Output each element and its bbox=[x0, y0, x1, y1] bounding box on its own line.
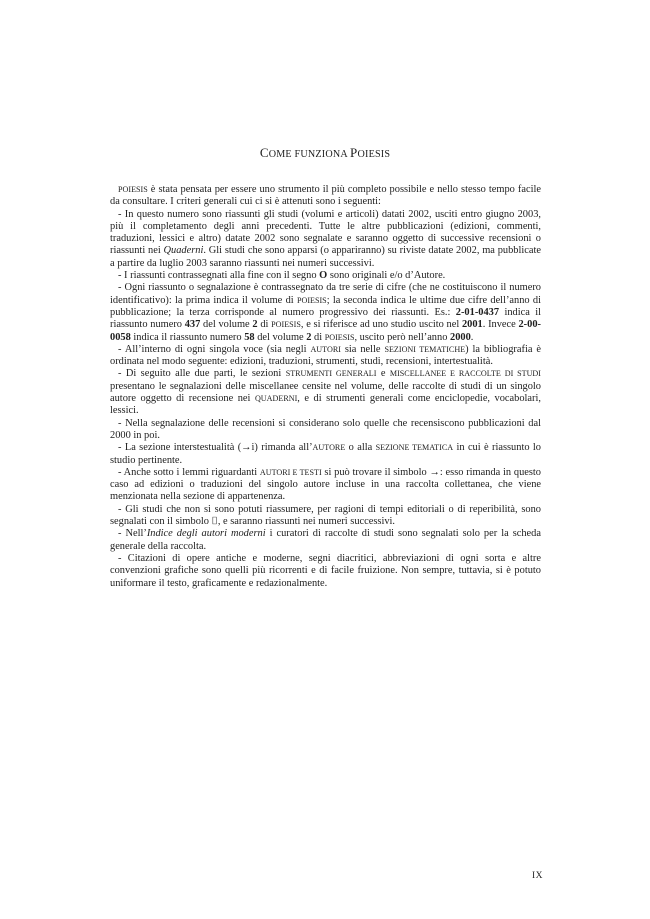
p5-text-c: presentano le segnalazioni delle miscellanee censite nel volume, delle raccolte di studi di un singolo autore oggetto di recensione nei bbox=[110, 380, 541, 405]
paragraph-1 bbox=[110, 209, 541, 270]
p10-indice: Indice degli autori moderni bbox=[146, 528, 266, 540]
p2-text-b: sono originali e/o d’Autore. bbox=[329, 270, 446, 282]
intro-text: è stata pensata per essere uno strumento il più completo possibile e nello stesso tempo facile da consultare. I criteri generali cui ci si è attenuti sono i seguenti: bbox=[110, 184, 541, 208]
p5-miscellanee: MISCELLANEE E RACCOLTE DI STUDI bbox=[389, 369, 541, 379]
p8-text-b: si può trovare il simbolo →: esso rimanda in questo caso ad edizioni o traduzioni del singolo autore incluse in una raccolta collettanea, che viene menzionata nella sezione di appartenenza. bbox=[110, 466, 542, 503]
p3-num-8: 2000 bbox=[450, 331, 471, 343]
p2-text-a: - I riassunti contrassegnati alla fine con il segno bbox=[118, 270, 317, 282]
p3-num-5: 2-00-0058 bbox=[110, 319, 541, 343]
paragraph-intro bbox=[110, 184, 541, 209]
paragraph-8 bbox=[110, 467, 541, 504]
p3-text-f: , e si riferisce ad uno studio uscito nel bbox=[300, 319, 462, 331]
p5-text-a: - Di seguito alle due parti, le sezioni bbox=[118, 368, 286, 380]
p4-text-c: ) la bibliografia è ordinata nel modo seguente: edizioni, traduzioni, strumenti, studi, recensioni, intertestualità. bbox=[110, 343, 541, 368]
p3-num-4: 2001 bbox=[461, 319, 483, 331]
p3-poiesis: POIESIS bbox=[296, 295, 327, 305]
paragraph-11: - Citazioni di opere antiche e moderne, segni diacritici, abbreviazioni di ogni sorta e altre convenzioni grafiche sono quelli più ricorrenti e di facile fruizione. Non sempre, tuttavia, si è potuto uniformare il testo, graficamente e redazionalmente. bbox=[110, 552, 541, 589]
p3-num-2: 437 bbox=[184, 319, 201, 331]
poiesis-name: POIESIS bbox=[118, 185, 148, 194]
p5-text-d: , e di strumenti generali come enciclopedie, vocabolari, lessici. bbox=[110, 393, 541, 417]
p9-text-a: - Gli studi che non si sono potuti riassumere, per ragioni di tempi editoriali o di reperibilità, sono segnalati con il simbolo bbox=[110, 503, 541, 528]
p3-text-d: del volume bbox=[200, 319, 253, 331]
paragraph-5 bbox=[110, 368, 541, 417]
title-part-1: OME FUNZIONA bbox=[268, 149, 351, 160]
p3-num-6: 58 bbox=[244, 331, 255, 343]
p3-text-i: del volume bbox=[254, 331, 307, 343]
p3-num-1: 2-01-0437 bbox=[455, 306, 500, 318]
p7-text-a: - La sezione interstestualità (→i) rimanda all’ bbox=[118, 442, 313, 454]
paragraph-3 bbox=[110, 282, 541, 343]
page-title bbox=[0, 145, 650, 161]
p5-quaderni: QUADERNI bbox=[254, 394, 298, 404]
body-text bbox=[110, 184, 541, 590]
paragraph-2 bbox=[110, 270, 541, 282]
p7-text-b: o alla bbox=[345, 442, 376, 454]
p4-text-b: sia nelle bbox=[340, 343, 385, 355]
title-part-2: OIESIS bbox=[357, 149, 391, 160]
title-cap-c: C bbox=[259, 145, 269, 160]
p1-text-b: . Gli studi che sono apparsi (o appariranno) su riviste datate 2002, ma pubblicate a partire da luglio 2003 saranno riassunti nei numeri successivi. bbox=[110, 245, 541, 269]
p7-text-c: in cui è riassunto lo studio pertinente. bbox=[110, 442, 541, 466]
p3-text-l: . bbox=[470, 331, 474, 343]
p3-text-h: indica il riassunto numero bbox=[130, 331, 245, 343]
p3-text-b: ; la seconda indica le ultime due cifre dell’anno di pubblicazione; la terza corrisponde al numero progressivo dei riassunti. Es.: bbox=[110, 294, 541, 318]
p4-sezioni: SEZIONI TEMATICHE bbox=[384, 344, 466, 354]
p4-autori: AUTORI bbox=[310, 344, 341, 354]
p3-text-k: , uscito però nell’anno bbox=[354, 331, 450, 343]
p10-text-a: - Nell’ bbox=[118, 528, 147, 540]
p9-text-b: , e saranno riassunti nei numeri successivi. bbox=[217, 516, 396, 528]
p7-sezione: SEZIONE TEMATICA bbox=[375, 443, 454, 453]
p5-strumenti: STRUMENTI GENERALI bbox=[285, 369, 377, 379]
p3-text-j: di bbox=[311, 331, 325, 343]
p3-text-a: - Ogni riassunto o segnalazione è contrassegnato da tre serie di cifre (che ne costituiscono il numero identificativo): la prima indica il volume di bbox=[110, 282, 541, 306]
p3-text-g: . Invece bbox=[482, 319, 519, 331]
p3-poiesis-3: POIESIS bbox=[324, 332, 355, 342]
original-mark-icon: O bbox=[319, 270, 328, 282]
p8-text-a: - Anche sotto i lemmi riguardanti bbox=[118, 466, 260, 478]
p3-text-e: di bbox=[257, 319, 272, 331]
paragraph-10 bbox=[110, 528, 541, 553]
p3-text-c: indica il riassunto numero bbox=[110, 306, 541, 331]
p1-quaderni: Quaderni bbox=[163, 245, 204, 257]
p7-autore: AUTORE bbox=[312, 443, 346, 453]
p8-autori: AUTORI E TESTI bbox=[259, 467, 322, 477]
page-number: IX bbox=[531, 871, 543, 881]
pending-mark-icon: ⌷ bbox=[211, 516, 218, 528]
paragraph-6: - Nella segnalazione delle recensioni si considerano solo quelle che recensiscono pubblicazioni dal 2000 in poi. bbox=[110, 417, 541, 441]
title-cap-p: P bbox=[350, 145, 358, 160]
p3-num-7: 2 bbox=[306, 331, 312, 343]
p3-num-3: 2 bbox=[252, 319, 258, 331]
p10-text-b: i curatori di raccolte di studi sono segnalati solo per la scheda generale della raccolta. bbox=[110, 528, 541, 552]
p3-poiesis-2: POIESIS bbox=[271, 320, 301, 330]
paragraph-4 bbox=[110, 344, 541, 369]
paragraph-7 bbox=[110, 442, 541, 467]
p5-text-b: e bbox=[376, 368, 390, 380]
paragraph-9 bbox=[110, 504, 541, 529]
p4-text-a: - All’interno di ogni singola voce (sia negli bbox=[118, 343, 311, 355]
p1-text-a: - In questo numero sono riassunti gli studi (volumi e articoli) datati 2002, usciti entro giugno 2003, più il completamento degli anni precedenti. Tutte le altre pubblicazioni (edizioni, commenti, traduzioni, lessici e altro) datate 2002 sono segnalate e saranno oggetto di successive recensioni o riassunti nei bbox=[110, 208, 541, 257]
